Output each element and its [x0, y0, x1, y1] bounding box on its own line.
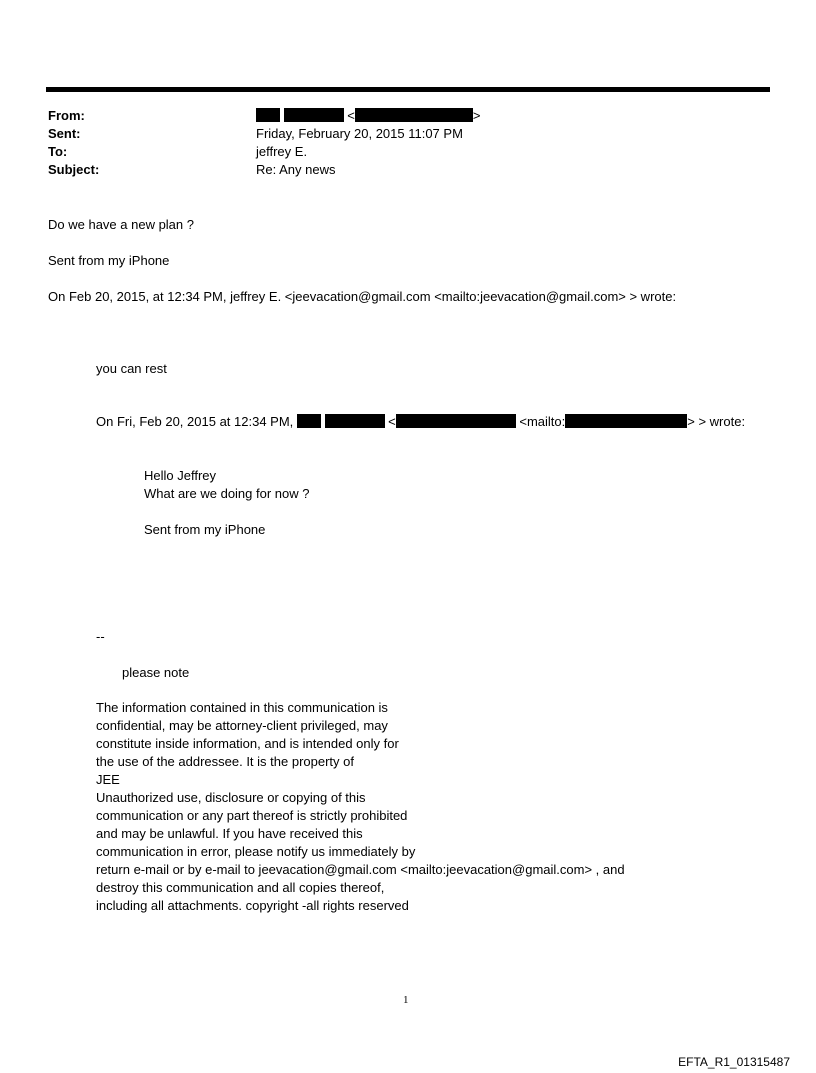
- reply-text: you can rest: [96, 361, 167, 376]
- redaction-block: [355, 108, 473, 122]
- disclaimer-line: The information contained in this communication is: [96, 700, 388, 715]
- redaction-block: [396, 414, 516, 428]
- body-line: Sent from my iPhone: [48, 253, 170, 268]
- attribution-mailto: <mailto:: [519, 414, 566, 429]
- attribution-start: On Fri, Feb 20, 2015 at 12:34 PM,: [96, 414, 294, 429]
- redaction-block: [256, 108, 280, 122]
- signature-separator: --: [96, 629, 105, 644]
- disclaimer-line: communication or any part thereof is strictly prohibited: [96, 808, 408, 823]
- disclaimer-line: Unauthorized use, disclosure or copying of this: [96, 790, 366, 805]
- quote-attribution: On Feb 20, 2015, at 12:34 PM, jeffrey E. <jeevacation@gmail.com <mailto:jeevacation@gmail.com> > wrote:: [48, 289, 677, 304]
- disclaimer-line: the use of the addressee. It is the property of: [96, 754, 354, 769]
- from-value: [256, 107, 480, 125]
- disclaimer-line: constitute inside information, and is intended only for: [96, 736, 399, 751]
- disclaimer-line: including all attachments. copyright -all rights reserved: [96, 898, 409, 913]
- redaction-block: [297, 414, 321, 428]
- body-line: Do we have a new plan ?: [48, 217, 194, 232]
- to-value: jeffrey E.: [256, 144, 308, 159]
- disclaimer-line: JEE: [96, 772, 120, 787]
- from-gt: >: [472, 108, 481, 123]
- sent-value: Friday, February 20, 2015 11:07 PM: [256, 126, 463, 141]
- attribution-lt: <: [388, 414, 396, 429]
- attribution-end: > > wrote:: [687, 414, 746, 429]
- header-rule: [46, 87, 770, 92]
- disclaimer-line: confidential, may be attorney-client privileged, may: [96, 718, 388, 733]
- disclaimer-line: communication in error, please notify us immediately by: [96, 844, 416, 859]
- nested-line: Hello Jeffrey: [144, 468, 217, 483]
- disclaimer-line: return e-mail or by e-mail to jeevacation@gmail.com <mailto:jeevacation@gmail.com> , and: [96, 862, 625, 877]
- redaction-block: [565, 414, 687, 428]
- disclaimer-line: and may be unlawful. If you have received this: [96, 826, 363, 841]
- subject-label: Subject:: [48, 162, 100, 177]
- from-lt: <: [347, 108, 355, 123]
- subject-value: Re: Any news: [256, 162, 336, 177]
- disclaimer-block: [96, 699, 625, 915]
- document-id: EFTA_R1_01315487: [678, 1055, 790, 1069]
- nested-line: Sent from my iPhone: [144, 522, 266, 537]
- signature-note: please note: [122, 665, 190, 680]
- sent-label: Sent:: [48, 126, 81, 141]
- nested-line: What are we doing for now ?: [144, 486, 310, 501]
- redaction-block: [325, 414, 385, 428]
- to-label: To:: [48, 144, 68, 159]
- page-number: 1: [403, 994, 409, 1006]
- redaction-block: [284, 108, 344, 122]
- from-label: From:: [48, 108, 85, 123]
- disclaimer-line: destroy this communication and all copies thereof,: [96, 880, 385, 895]
- reply-attribution: [96, 413, 745, 431]
